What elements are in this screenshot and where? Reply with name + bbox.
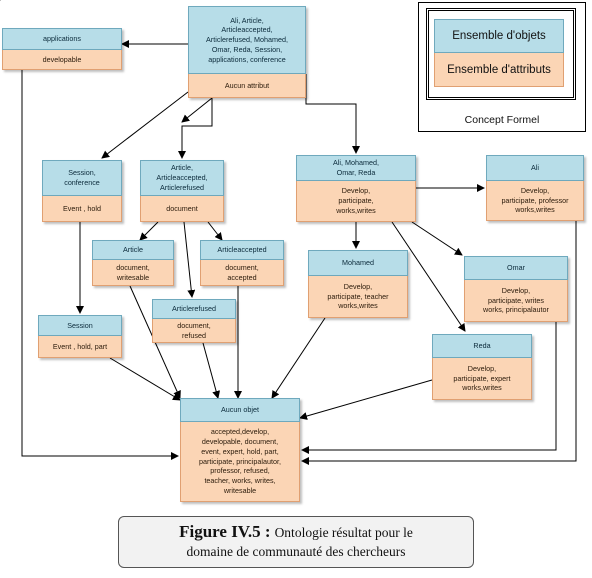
concept-articlerefused-objects: Articlerefused <box>152 299 236 319</box>
concept-top-attributes: Aucun attribut <box>188 74 306 98</box>
edge-researchers-omar <box>412 222 462 255</box>
concept-researchers-objects: Ali, Mohamed, Omar, Reda <box>296 155 416 181</box>
concept-ali-objects: Ali <box>486 155 584 181</box>
concept-reda-objects: Reda <box>432 334 532 358</box>
caption-line-2: domaine de communauté des chercheurs <box>186 544 406 559</box>
concept-applications-objects: applications <box>2 28 122 50</box>
legend-title: Concept Formel <box>464 114 540 126</box>
edge-articles-articlerefused <box>184 222 192 297</box>
edge-articles-articleaccepted <box>208 222 222 240</box>
concept-mohamed-attributes: Develop, participate, teacher works,writes <box>308 276 408 318</box>
concept-articles-objects: Article, Articleaccepted, Articlerefused <box>140 160 224 196</box>
concept-articleaccepted-attributes: document, accepted <box>200 260 284 286</box>
caption-line-1: Ontologie résultat pour le <box>274 525 413 540</box>
legend-attributes-label: Ensemble d'attributs <box>434 53 564 87</box>
edge-articles-article <box>140 222 158 240</box>
concept-articlerefused-attributes: document, refused <box>152 319 236 343</box>
edge-articlerefused-bottom <box>203 343 218 398</box>
concept-mohamed-objects: Mohamed <box>308 250 408 276</box>
concept-top-objects: Ali, Article, Articleaccepted, Articlerefused, Mohamed, Omar, Reda, Session, applications, conference <box>188 6 306 74</box>
edge-top-session <box>102 92 188 158</box>
concept-reda-attributes: Develop, participate, expert works,writes <box>432 358 532 400</box>
concept-session-attributes: Event , hold, part <box>38 336 122 358</box>
concept-omar-objects: Omar <box>464 256 568 280</box>
concept-session-objects: Session <box>38 315 122 336</box>
caption-label: Figure IV.5 : <box>179 522 271 541</box>
edge-top-articles <box>182 98 212 122</box>
concept-researchers-attributes: Develop, participate, works,writes <box>296 181 416 222</box>
concept-articles-attributes: document <box>140 196 224 222</box>
concept-omar-attributes: Develop, participate, writes works, principalautor <box>464 280 568 322</box>
figure-caption <box>118 516 474 568</box>
concept-applications-attributes: developable <box>2 50 122 70</box>
concept-session-conference-attributes: Event , hold <box>42 196 122 222</box>
edge-top-articles-2 <box>182 98 212 158</box>
concept-article-objects: Article <box>92 240 174 260</box>
edge-mohamed-bottom <box>272 318 325 398</box>
concept-ali-attributes: Develop, participate, professor works,writes <box>486 181 584 221</box>
concept-bottom-objects: Aucun objet <box>180 398 300 422</box>
concept-article-attributes: document, writesable <box>92 260 174 286</box>
concept-articleaccepted-objects: Articleaccepted <box>200 240 284 260</box>
edge-top-researchers <box>306 74 356 153</box>
edge-reda-bottom <box>300 380 432 418</box>
edge-session-bottom <box>110 358 180 400</box>
concept-bottom-attributes: accepted,develop, developable, document, event, expert, hold, part, participate, principalautor, professor, refused, teacher, works, writes, writesable <box>180 422 300 502</box>
legend-objects-label: Ensemble d'objets <box>434 19 564 53</box>
concept-session-conference-objects: Session, conference <box>42 160 122 196</box>
